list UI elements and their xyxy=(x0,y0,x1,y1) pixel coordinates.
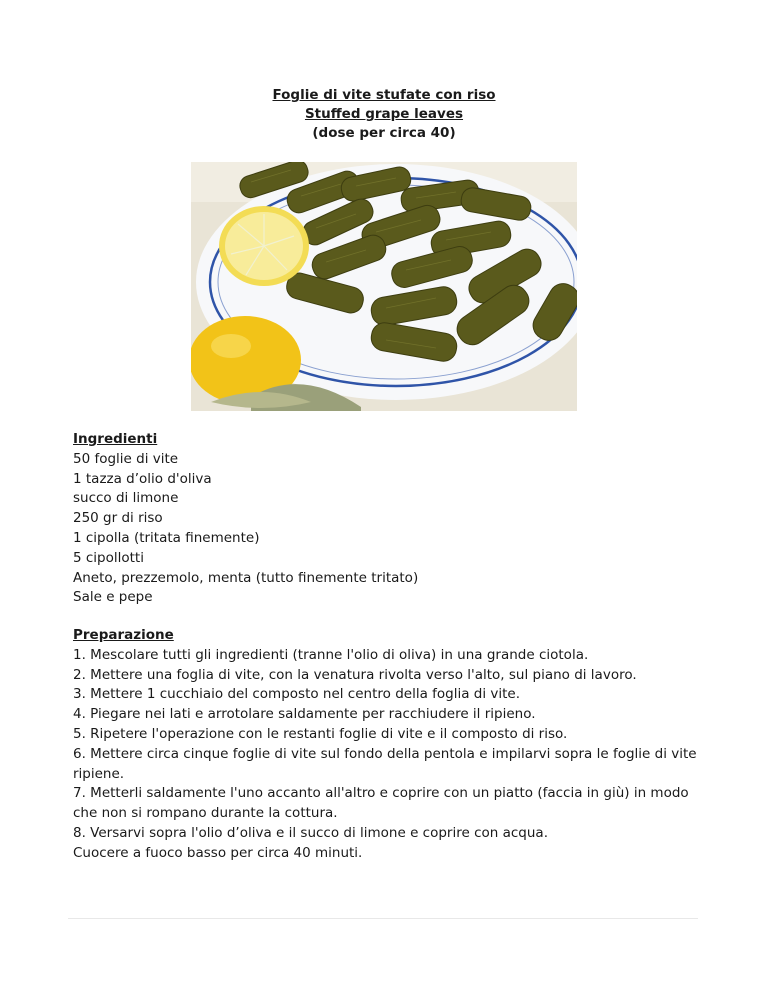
ingredient-item: Aneto, prezzemolo, menta (tutto finemente tritato) xyxy=(73,569,419,586)
ingredient-item: 250 gr di riso xyxy=(73,510,163,527)
ingredient-item: 50 foglie di vite xyxy=(73,450,179,467)
ingredient-item: Sale e pepe xyxy=(73,589,153,606)
ingredient-item: 1 tazza d’olio d'oliva xyxy=(73,470,212,487)
stuffed-grape-leaves-image xyxy=(191,162,577,411)
ingredient-item: 1 cipolla (tritata finemente) xyxy=(73,529,260,546)
preparation-step: 1. Mescolare tutti gli ingredienti (tranne l'olio di oliva) in una grande ciotola. xyxy=(73,646,589,663)
title-italian: Foglie di vite stufate con riso xyxy=(272,87,496,103)
preparation-step: 6. Mettere circa cinque foglie di vite sul fondo della pentola e impilarvi sopra le foglie di vite ripiene. xyxy=(73,745,697,782)
preparation-step: 7. Metterli saldamente l'uno accanto all'altro e coprire con un piatto (faccia in giù) in modo che non si rompano durante la cottura. xyxy=(73,785,689,822)
preparation-section xyxy=(73,626,713,864)
preparation-step: 8. Versarvi sopra l'olio d’oliva e il succo di limone e coprire con acqua. xyxy=(73,824,548,841)
title-english: Stuffed grape leaves xyxy=(304,106,464,122)
ingredient-item: succo di limone xyxy=(73,490,179,507)
preparation-step: 2. Mettere una foglia di vite, con la venatura rivolta verso l'alto, sul piano di lavoro. xyxy=(73,666,637,683)
dose-note: (dose per circa 40) xyxy=(312,125,456,141)
preparation-step: 5. Ripetere l'operazione con le restanti foglie di vite e il composto di riso. xyxy=(73,725,568,742)
footer-divider xyxy=(68,918,698,919)
ingredient-item: 5 cipollotti xyxy=(73,549,144,566)
preparation-step: 3. Mettere 1 cucchiaio del composto nel centro della foglia di vite. xyxy=(73,686,521,703)
ingredients-section xyxy=(73,430,713,608)
recipe-photo xyxy=(191,162,577,411)
ingredients-heading: Ingredienti xyxy=(73,431,158,447)
preparation-step: 4. Piegare nei lati e arrotolare saldamente per racchiudere il ripieno. xyxy=(73,706,536,723)
preparation-heading: Preparazione xyxy=(73,627,174,643)
preparation-step: Cuocere a fuoco basso per circa 40 minuti. xyxy=(73,844,363,861)
recipe-title-block xyxy=(0,86,768,143)
